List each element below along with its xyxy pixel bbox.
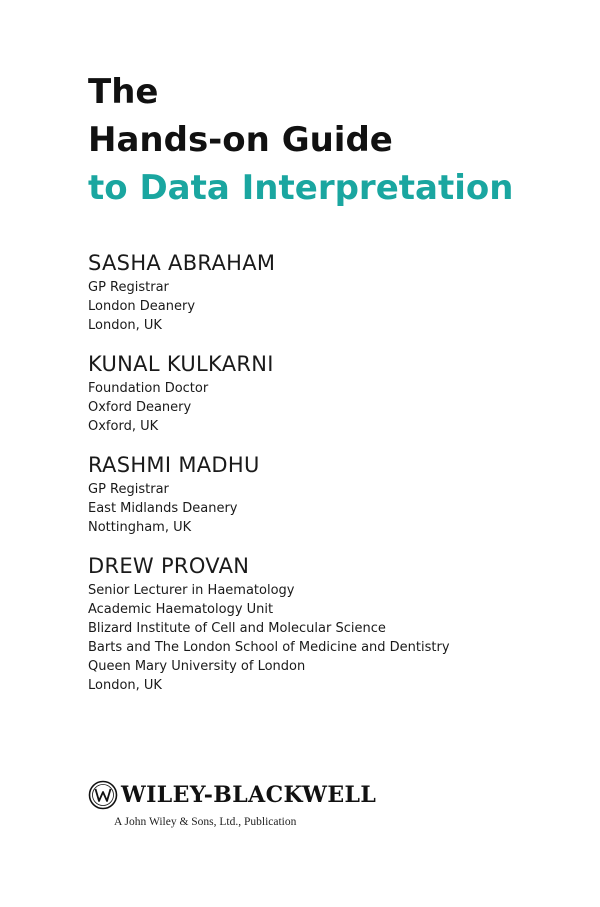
author-affiliation: Senior Lecturer in Haematology [88, 583, 295, 598]
author-affiliation: Queen Mary University of London [88, 659, 306, 674]
author-name: DREW PROVAN [88, 554, 250, 578]
title-line-3: to Data Interpretation [88, 168, 514, 208]
author-affiliation: Oxford, UK [88, 419, 159, 434]
publisher-subtitle: A John Wiley & Sons, Ltd., Publication [114, 816, 297, 828]
author-affiliation: Nottingham, UK [88, 520, 192, 535]
author-name: SASHA ABRAHAM [88, 251, 276, 275]
author-block [88, 553, 450, 695]
publisher-block [88, 780, 376, 828]
author-list [88, 250, 450, 711]
author-name: KUNAL KULKARNI [88, 352, 274, 376]
author-affiliation: GP Registrar [88, 482, 169, 497]
author-affiliation: Barts and The London School of Medicine and Dentistry [88, 640, 450, 655]
author-affiliation: Oxford Deanery [88, 400, 192, 415]
author-affiliation: London, UK [88, 318, 162, 333]
author-block [88, 250, 450, 335]
book-title [88, 68, 513, 212]
author-affiliation: London, UK [88, 678, 162, 693]
author-affiliation: Foundation Doctor [88, 381, 209, 396]
publisher-row [88, 780, 376, 810]
author-block [88, 452, 450, 537]
author-affiliation: East Midlands Deanery [88, 501, 238, 516]
title-line-2: Hands-on Guide [88, 120, 393, 160]
title-line-1: The [88, 72, 159, 112]
wiley-logo-icon [88, 780, 118, 810]
author-affiliation: London Deanery [88, 299, 196, 314]
author-name: RASHMI MADHU [88, 453, 260, 477]
publisher-name: WILEY-BLACKWELL [121, 782, 377, 808]
author-block [88, 351, 450, 436]
author-affiliation: Academic Haematology Unit [88, 602, 274, 617]
author-affiliation: Blizard Institute of Cell and Molecular Science [88, 621, 386, 636]
author-affiliation: GP Registrar [88, 280, 169, 295]
